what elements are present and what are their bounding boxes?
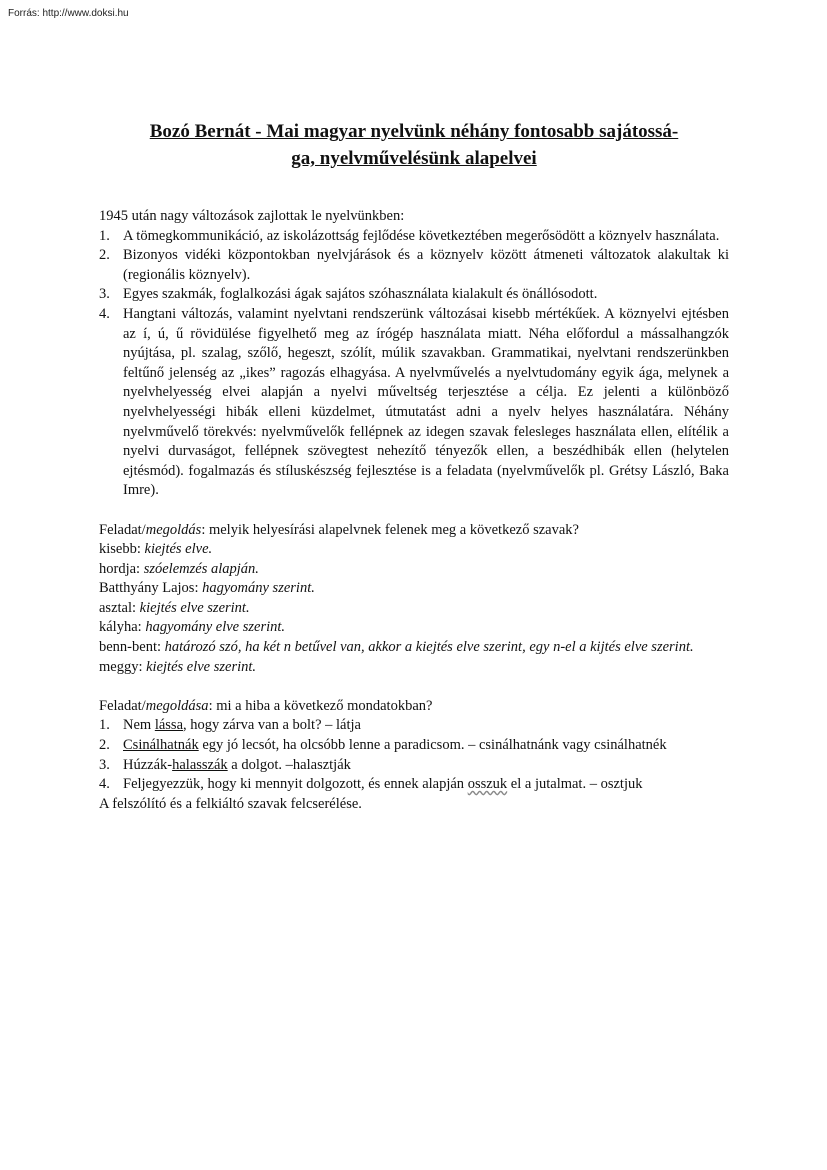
item-text: Hangtani változás, valamint nyelvtani rendszerünk változásai kisebb mértékűek. A köznyelvi ejtésben az í, ú, ű rövidülése figyelhető meg az írógép használata miatt. Néha előfordul a mássalhangzók nyújtása, pl. szalag, szőlő, hegeszt, szólít, múlik szavakban. Grammatikai, nyelvtani rendszerünkben feltűnő jelenség az „ikes” ragozás elhagyása. A nyelvművelés a nyelvtudomány egyik ága, melynek a nyelvhelyesség elvei alapján a nyelvi műveltség terjesztése a célja. Ez jelenti a különböző nyelvhelyességi hibák elleni küzdelmet, útmutatást adni a nyelv helyes használatára. Néhány nyelvművelő törekvés: nyelvművelők fellépnek az idegen szavak felesleges használata ellen, elítélik a nyelvi durvaságot, fellépnek szövegtest nehezítő tényezők ellen, a beszédhibák ellen (helytelen ejtésmód). fogalmazás és stíluskészség fejlesztése is a feladata (nyelvművelők pl. Grétsy László, Baka Imre). [123, 305, 729, 499]
answer-line [99, 560, 729, 580]
answer-word: meggy: [99, 658, 147, 675]
list-item [99, 246, 729, 285]
item-number: 4. [99, 305, 110, 322]
error-word: lássa [154, 717, 183, 734]
answer-word: asztal: [99, 599, 140, 616]
error-word: osszuk [467, 776, 508, 793]
answer-line [99, 638, 729, 658]
list-item [99, 775, 729, 795]
answer-word: benn-bent: [99, 639, 165, 656]
answer-text: kiejtés elve szerint. [139, 599, 250, 616]
answer-text: hagyomány elve szerint. [145, 619, 286, 636]
list-item [99, 227, 729, 247]
task1-heading [99, 521, 729, 541]
item-number: 1. [99, 717, 110, 734]
task-label: Feladat/ [99, 697, 146, 714]
title-line-1: Bozó Bernát - Mai magyar nyelvünk néhány fontosabb sajátossá- [149, 121, 679, 142]
sentence-text: Húzzák- [123, 756, 173, 773]
answer-word: hordja: [99, 560, 144, 577]
answer-text: szóelemzés alapján. [143, 560, 259, 577]
task-question: : melyik helyesírási alapelvnek felenek meg a következő szavak? [201, 521, 579, 538]
intro-text: 1945 után nagy változások zajlottak le nyelvünkben: [99, 208, 405, 224]
sentences-list [99, 716, 729, 794]
item-number: 2. [99, 247, 110, 264]
task-label-italic: megoldása [145, 697, 209, 714]
conclusion-text: A felszólító és a felkiáltó szavak felcserélése. [99, 795, 362, 812]
list-item [99, 756, 729, 776]
task-label-italic: megoldás [145, 521, 202, 538]
sentence-text: el a jutalmat. – osztjuk [507, 776, 643, 793]
document-title [99, 118, 729, 172]
item-number: 2. [99, 737, 110, 754]
item-number: 3. [99, 286, 110, 303]
sentence-text: Nem [123, 717, 155, 734]
list-item [99, 716, 729, 736]
item-number: 1. [99, 227, 110, 244]
error-word: Csinálhatnák [123, 737, 199, 754]
item-number: 4. [99, 776, 110, 793]
list-item [99, 285, 729, 305]
task-label: Feladat/ [99, 521, 146, 538]
answer-text: határozó szó, ha két n betűvel van, akkor a kiejtés elve szerint, egy n-el a kijtés elve szerint. [164, 639, 694, 656]
list-item [99, 305, 729, 501]
source-url: Forrás: http://www.doksi.hu [8, 8, 129, 19]
error-word: halasszák [172, 756, 228, 773]
item-text: Egyes szakmák, foglalkozási ágak sajátos szóhasználata kialakult és önállósodott. [123, 286, 598, 303]
sentence-text: egy jó lecsót, ha olcsóbb lenne a paradicsom. – csinálhatnánk vagy csinálhatnék [198, 737, 667, 754]
answer-text: kiejtés elve szerint. [146, 658, 257, 675]
changes-list [99, 227, 729, 501]
task2-heading [99, 697, 729, 717]
answer-word: Batthyány Lajos: [99, 580, 203, 597]
document-body [99, 207, 729, 814]
answer-text: hagyomány szerint. [202, 580, 315, 597]
list-item [99, 736, 729, 756]
answer-line [99, 618, 729, 638]
item-text: Bizonyos vidéki központokban nyelvjárások és a köznyelv között átmeneti változatok alakultak ki (regionális köznyelv). [123, 247, 729, 283]
answer-line [99, 658, 729, 678]
sentence-text: , hogy zárva van a bolt? – látja [183, 717, 361, 734]
item-number: 3. [99, 756, 110, 773]
answer-line [99, 579, 729, 599]
task-question: : mi a hiba a következő mondatokban? [208, 697, 433, 714]
title-line-2: ga, nyelvművelésünk alapelvei [291, 148, 537, 169]
answer-word: kályha: [99, 619, 146, 636]
answer-text: kiejtés elve. [144, 541, 213, 558]
item-text: A tömegkommunikáció, az iskolázottság fejlődése következtében megerősödött a köznyelv használata. [123, 227, 720, 244]
answer-line [99, 599, 729, 619]
sentence-text: a dolgot. –halasztják [227, 756, 351, 773]
answer-line [99, 540, 729, 560]
sentence-text: Feljegyezzük, hogy ki mennyit dolgozott, és ennek alapján [123, 776, 468, 793]
answer-word: kisebb: [99, 541, 145, 558]
